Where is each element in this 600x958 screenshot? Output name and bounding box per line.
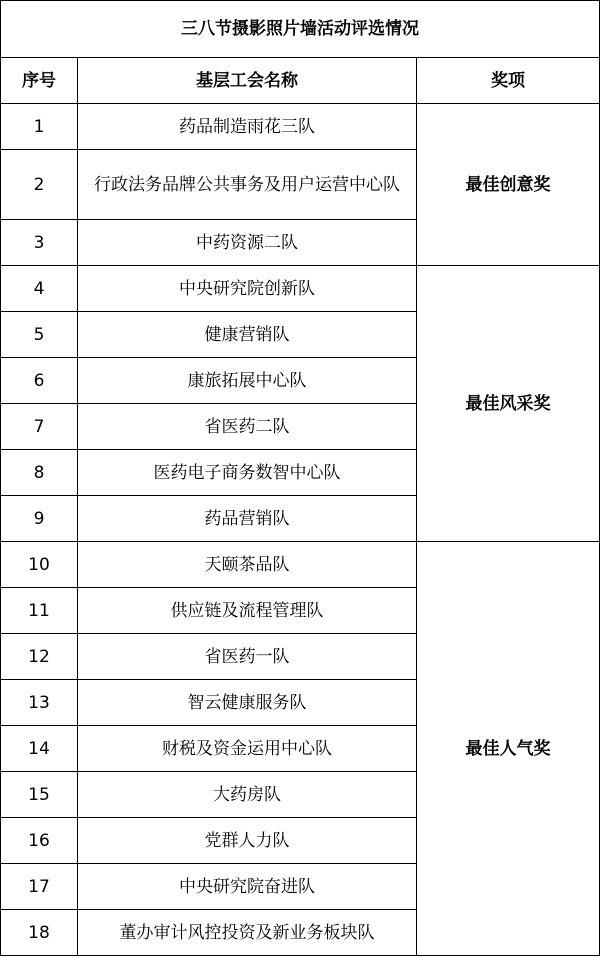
row-index: 8 [1, 450, 78, 496]
award-name: 最佳人气奖 [417, 542, 600, 956]
row-index: 16 [1, 818, 78, 864]
row-index: 18 [1, 910, 78, 956]
row-union-name: 药品营销队 [78, 496, 417, 542]
row-index: 15 [1, 772, 78, 818]
row-union-name: 药品制造雨花三队 [78, 104, 417, 150]
table-row [1, 542, 600, 588]
row-union-name: 中药资源二队 [78, 220, 417, 266]
header-row [1, 58, 600, 104]
row-union-name: 健康营销队 [78, 312, 417, 358]
row-union-name: 康旅拓展中心队 [78, 358, 417, 404]
row-index: 11 [1, 588, 78, 634]
row-index: 4 [1, 266, 78, 312]
row-union-name: 中央研究院奋进队 [78, 864, 417, 910]
title-row [1, 1, 600, 58]
row-union-name: 天颐茶品队 [78, 542, 417, 588]
header-union-name: 基层工会名称 [78, 58, 417, 104]
table-row [1, 104, 600, 150]
row-index: 13 [1, 680, 78, 726]
row-union-name: 董办审计风控投资及新业务板块队 [78, 910, 417, 956]
row-union-name: 行政法务品牌公共事务及用户运营中心队 [78, 150, 417, 220]
table-row [1, 266, 600, 312]
header-award: 奖项 [417, 58, 600, 104]
award-name: 最佳风采奖 [417, 266, 600, 542]
row-union-name: 省医药一队 [78, 634, 417, 680]
row-union-name: 智云健康服务队 [78, 680, 417, 726]
row-index: 14 [1, 726, 78, 772]
row-index: 10 [1, 542, 78, 588]
row-index: 6 [1, 358, 78, 404]
row-index: 5 [1, 312, 78, 358]
row-index: 17 [1, 864, 78, 910]
table-title: 三八节摄影照片墙活动评选情况 [1, 1, 600, 58]
row-index: 12 [1, 634, 78, 680]
row-union-name: 中央研究院创新队 [78, 266, 417, 312]
row-union-name: 省医药二队 [78, 404, 417, 450]
award-name: 最佳创意奖 [417, 104, 600, 266]
row-index: 1 [1, 104, 78, 150]
row-index: 7 [1, 404, 78, 450]
row-union-name: 党群人力队 [78, 818, 417, 864]
row-union-name: 医药电子商务数智中心队 [78, 450, 417, 496]
row-union-name: 财税及资金运用中心队 [78, 726, 417, 772]
row-index: 3 [1, 220, 78, 266]
header-index: 序号 [1, 58, 78, 104]
row-index: 9 [1, 496, 78, 542]
row-union-name: 供应链及流程管理队 [78, 588, 417, 634]
row-union-name: 大药房队 [78, 772, 417, 818]
row-index: 2 [1, 150, 78, 220]
